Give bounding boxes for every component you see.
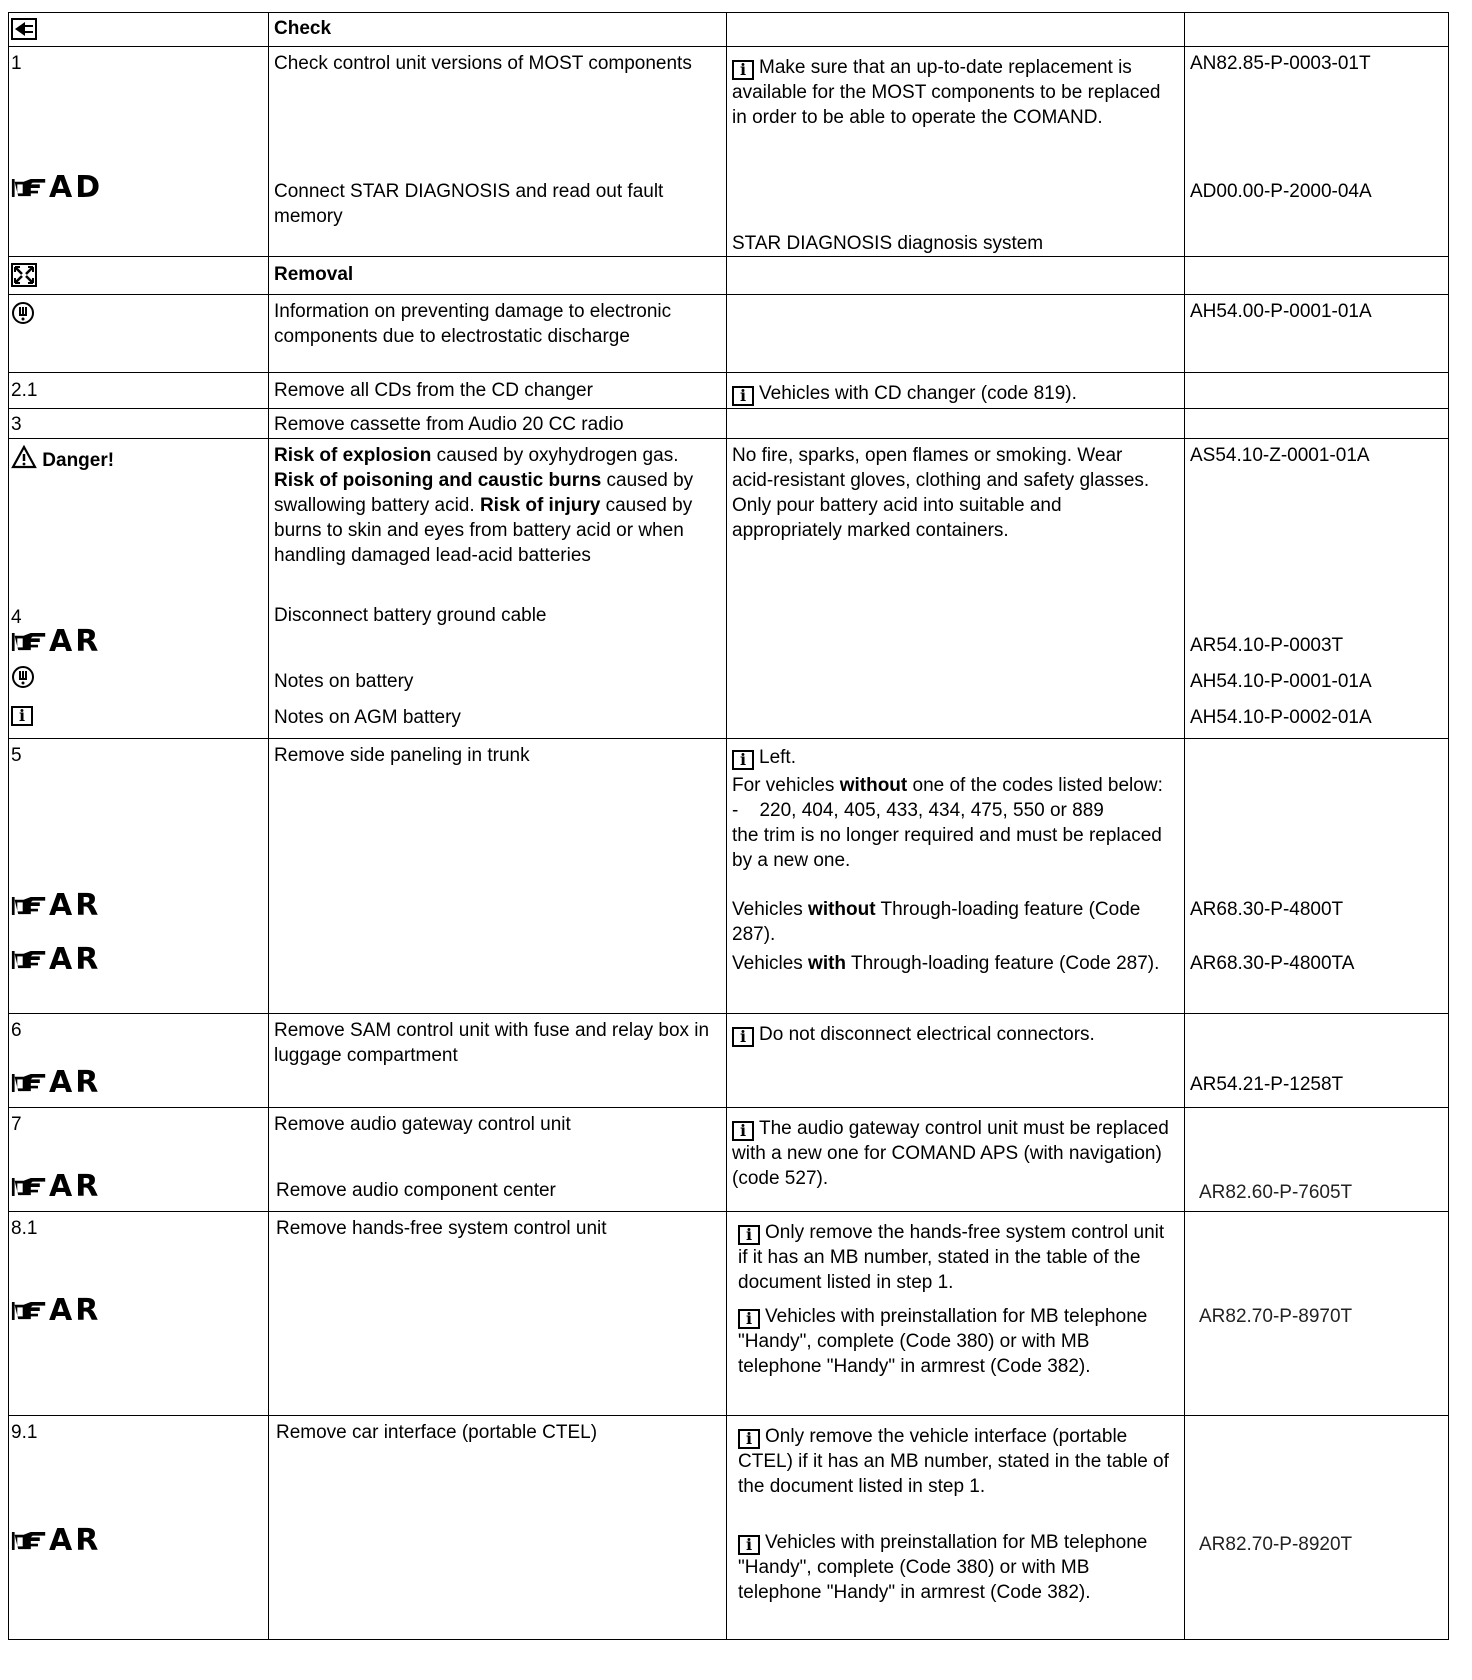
info-icon: i (738, 1429, 760, 1449)
esd-caution-icon (11, 301, 35, 332)
doc-ref-link[interactable]: AN82.85-P-0003-01T (1190, 53, 1371, 74)
info-icon: i (738, 1225, 760, 1245)
step-7-row (9, 1108, 1449, 1212)
info-icon: i (732, 60, 754, 80)
section-header-removal (9, 257, 1449, 295)
step-text-ad: Connect STAR DIAGNOSIS and read out fault memory (274, 181, 664, 227)
step-text: Remove car interface (portable CTEL) (276, 1422, 598, 1443)
notes-agm-text: Notes on AGM battery (274, 707, 461, 728)
esd-row (9, 295, 1449, 373)
ref-ar-icon: AR (11, 1528, 101, 1553)
section-header-check (9, 13, 1449, 47)
info-note-codes: For vehicles without one of the codes listed below: - 220, 404, 405, 433, 434, 475, 550 or 889 the trim is no longer required and must be replaced by a new one. (732, 775, 1163, 871)
info-note: i Do not disconnect electrical connectors. (732, 1022, 1172, 1047)
step-text: Disconnect battery ground cable (274, 605, 547, 626)
step-number: 9.1 (11, 1422, 38, 1443)
doc-ref-link[interactable]: AH54.00-P-0001-01A (1190, 301, 1372, 322)
info-icon: i (11, 701, 33, 726)
variant-with-note: Vehicles with Through-loading feature (Code 287). (732, 953, 1160, 974)
doc-ref-link[interactable]: AR82.70-P-8920T (1199, 1534, 1353, 1555)
doc-ref-link[interactable]: AR54.21-P-1258T (1190, 1074, 1344, 1095)
section-title-check: Check (274, 18, 332, 39)
ref-ar-icon: AR (11, 947, 101, 972)
info-icon: i (738, 1535, 760, 1555)
ref-ar-icon: AR (11, 1298, 101, 1323)
ref-ar-icon: AR (11, 893, 101, 918)
step-8-1-row (9, 1212, 1449, 1416)
step-number: 5 (11, 745, 22, 766)
info-note: i Only remove the hands-free system control unit if it has an MB number, stated in the table of the document listed in step 1. (738, 1222, 1165, 1293)
info-note-ad: STAR DIAGNOSIS diagnosis system (732, 233, 1044, 254)
ref-ar-icon: AR (11, 1070, 101, 1095)
ref-ar-icon: AR (11, 1174, 101, 1199)
step-1-row (9, 47, 1449, 257)
doc-ref-link-ad[interactable]: AD00.00-P-2000-04A (1190, 181, 1372, 202)
step-text: Remove audio gateway control unit (274, 1114, 571, 1135)
step-number: 4 (11, 607, 22, 628)
info-icon: i (732, 1121, 754, 1141)
info-note: i Only remove the vehicle interface (portable CTEL) if it has an MB number, stated in the table of the document listed in step 1. (738, 1426, 1169, 1497)
notes-battery-text: Notes on battery (274, 671, 414, 692)
step-number: 6 (11, 1020, 22, 1041)
step-text: Remove SAM control unit with fuse and relay box in luggage compartment (274, 1020, 710, 1066)
info-note: i Vehicles with preinstallation for MB telephone "Handy", complete (Code 380) or with MB telephone "Handy" in armrest (Code 382). (738, 1306, 1148, 1377)
step-text: Information on preventing damage to electronic components due to electrostatic discharge (274, 301, 672, 347)
info-note: i Vehicles with CD changer (code 819). (732, 381, 1172, 406)
doc-ref-link[interactable]: AS54.10-Z-0001-01A (1190, 445, 1370, 466)
info-note: i The audio gateway control unit must be replaced with a new one for COMAND APS (with navigation) (code 527). (732, 1118, 1169, 1189)
removal-section-icon (11, 263, 37, 294)
danger-text: Risk of explosion caused by oxyhydrogen gas. Risk of poisoning and caustic burns caused by swallowing battery acid. Risk of injury caused by burns to skin and eyes from battery acid or when handling damaged lead-acid batteries (274, 445, 694, 566)
danger-note: No fire, sparks, open flames or smoking. Wear acid-resistant gloves, clothing and safety glasses. Only pour battery acid into suitable and appropriately marked containers. (732, 445, 1150, 541)
step-text-sub: Remove audio component center (276, 1180, 556, 1201)
info-note-left: i Left. (732, 745, 1172, 770)
doc-ref-link[interactable]: AR68.30-P-4800T (1190, 899, 1344, 920)
danger-step-4-row (9, 439, 1449, 739)
doc-ref-link[interactable]: AR68.30-P-4800TA (1190, 953, 1355, 974)
info-icon: i (732, 1027, 754, 1047)
variant-without-note: Vehicles without Through-loading feature (Code 287). (732, 899, 1141, 945)
step-text: Remove side paneling in trunk (274, 745, 530, 766)
step-text: Check control unit versions of MOST components (274, 53, 692, 74)
step-6-row (9, 1014, 1449, 1108)
warning-triangle-icon (11, 445, 37, 469)
ref-ad-icon: AD (11, 175, 103, 200)
ref-ar-icon: AR (11, 629, 101, 654)
doc-ref-link[interactable]: AR82.70-P-8970T (1199, 1306, 1353, 1327)
step-text: Remove all CDs from the CD changer (274, 380, 593, 401)
info-note: i Make sure that an up-to-date replacement is available for the MOST components to be replaced in order to be able to operate the COMAND. (732, 57, 1161, 128)
step-number: 2.1 (11, 380, 38, 401)
doc-ref-link[interactable]: AH54.10-P-0002-01A (1190, 707, 1372, 728)
step-number: 3 (11, 414, 22, 435)
step-number: 1 (11, 53, 22, 74)
step-2-1-row (9, 373, 1449, 409)
step-number: 8.1 (11, 1218, 38, 1239)
step-number: 7 (11, 1114, 22, 1135)
info-note: i Vehicles with preinstallation for MB telephone "Handy", complete (Code 380) or with MB telephone "Handy" in armrest (Code 382). (738, 1532, 1148, 1603)
info-icon: i (732, 750, 754, 770)
doc-ref-link[interactable]: AR82.60-P-7605T (1199, 1182, 1353, 1203)
danger-label: Danger! (11, 445, 114, 473)
section-title-removal: Removal (274, 264, 354, 285)
esd-caution-icon (11, 665, 35, 696)
info-icon: i (732, 386, 754, 406)
work-instruction-table (8, 12, 1449, 1640)
step-text: Remove hands-free system control unit (276, 1218, 607, 1239)
step-9-1-row (9, 1416, 1449, 1640)
check-section-icon (11, 18, 37, 47)
step-3-row (9, 409, 1449, 439)
doc-ref-link[interactable]: AH54.10-P-0001-01A (1190, 671, 1372, 692)
info-icon: i (738, 1309, 760, 1329)
step-text: Remove cassette from Audio 20 CC radio (274, 414, 624, 435)
step-5-row (9, 739, 1449, 1014)
doc-ref-link[interactable]: AR54.10-P-0003T (1190, 635, 1344, 656)
